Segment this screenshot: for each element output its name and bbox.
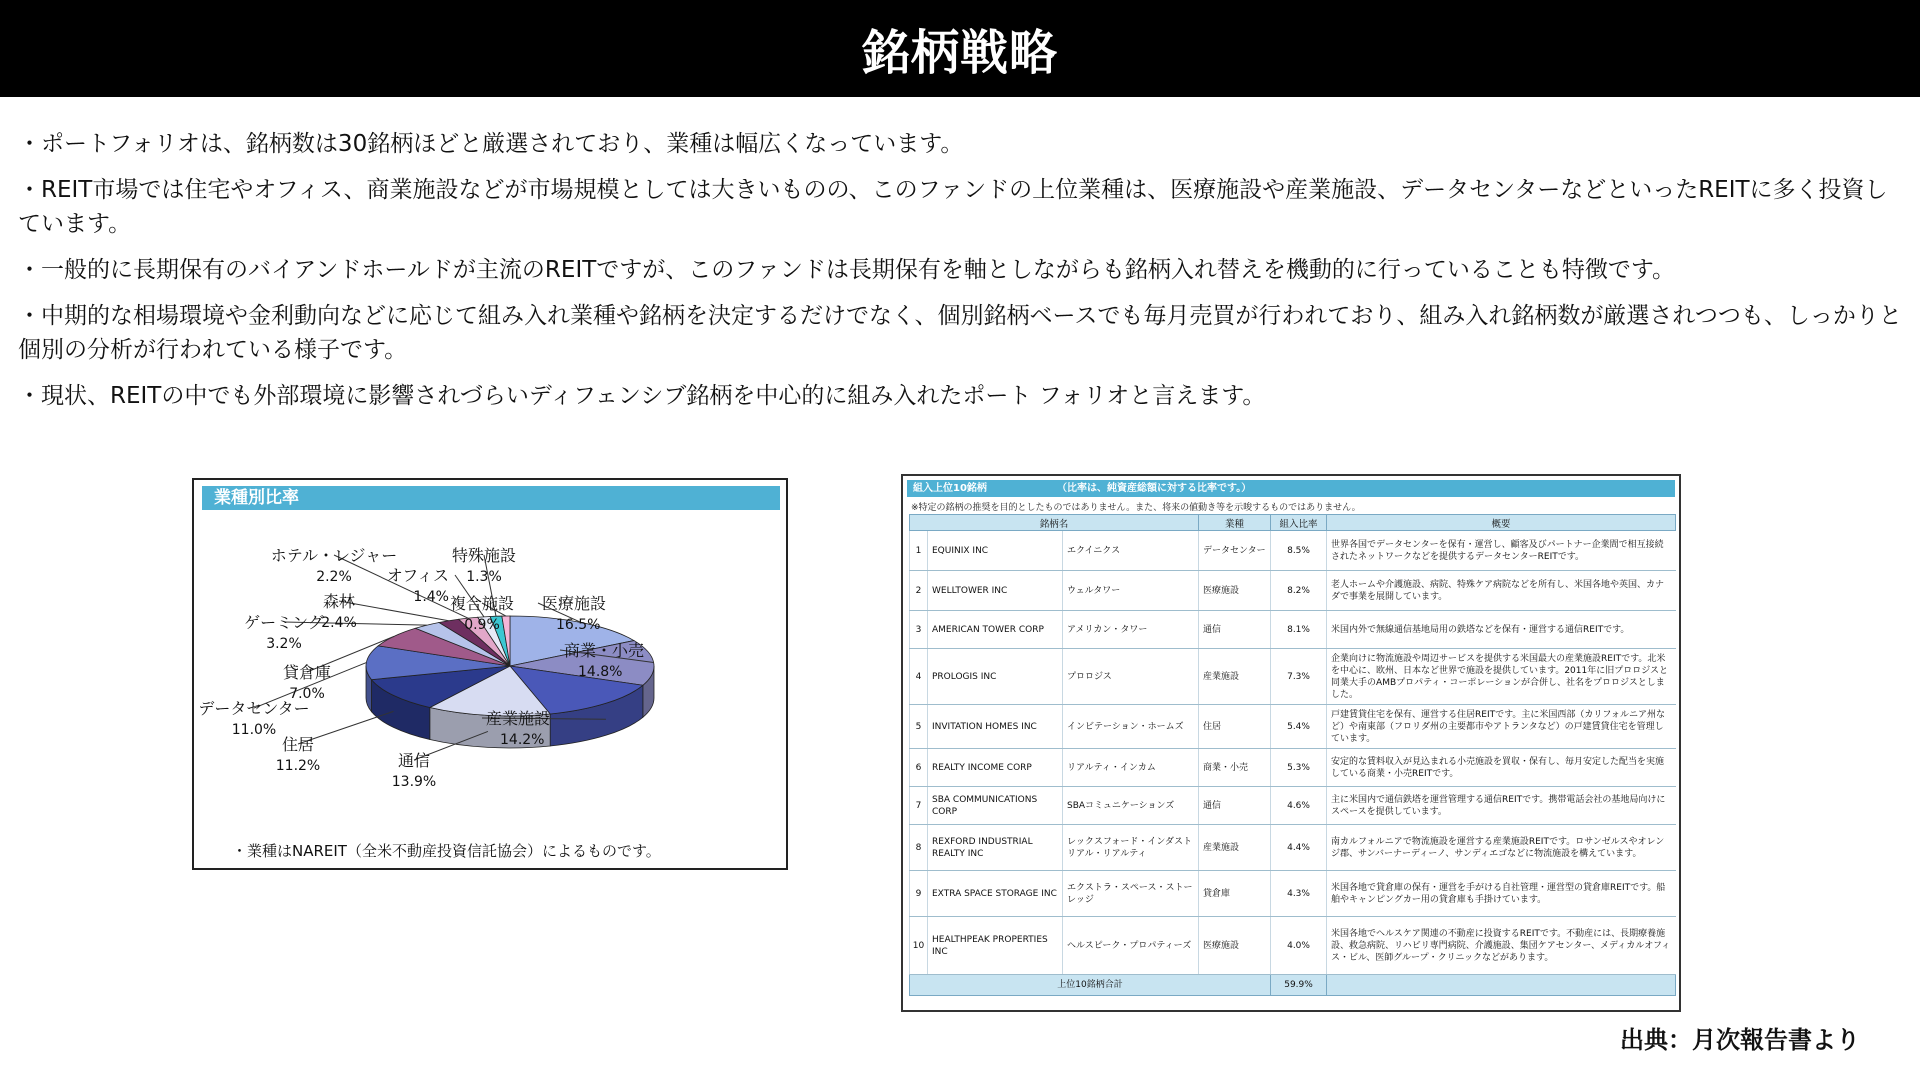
pie-slice-value: 2.4% <box>321 615 357 631</box>
pie-slice-value: 3.2% <box>266 636 302 652</box>
table-row <box>910 531 1676 571</box>
row-number: 7 <box>910 787 928 825</box>
pie-slice-value: 11.0% <box>231 722 277 738</box>
bullet-list <box>18 127 1908 425</box>
pie-slice-label: ゲーミング <box>244 613 324 632</box>
pie-slice-label: ホテル・レジャー <box>270 546 398 565</box>
stock-name-en: EXTRA SPACE STORAGE INC <box>928 871 1063 917</box>
pie-slice-label: 通信 <box>397 751 431 770</box>
summary-cell: 企業向けに物流施設や周辺サービスを提供する米国最大の産業施設REITです。北米を中心に、欧州、日本など世界で施設を提供しています。2011年に旧プロロジスと同業大手のAMBプロパティ・コーポレーションが合併し、社名をプロロジスとしました。 <box>1327 649 1676 705</box>
bullet-item: ・一般的に長期保有のバイアンドホールドが主流のREITですが、このファンドは長期保有を軸としながらも銘柄入れ替えを機動的に行っていることも特徴です。 <box>18 257 1675 283</box>
top-holdings-panel <box>901 474 1681 1012</box>
row-number: 1 <box>910 531 928 571</box>
pie-slice-value: 2.2% <box>316 569 352 585</box>
ratio-cell: 4.3% <box>1271 871 1327 917</box>
sector-chart-panel <box>192 478 788 870</box>
sector-cell: 通信 <box>1199 611 1271 649</box>
stock-name-ja: エクイニクス <box>1063 531 1199 571</box>
pie-slice-value: 11.2% <box>275 758 321 774</box>
column-header-ratio: 組入比率 <box>1271 515 1327 531</box>
row-number: 3 <box>910 611 928 649</box>
pie-slice-value: 1.4% <box>413 589 449 605</box>
sector-cell: 商業・小売 <box>1199 749 1271 787</box>
stock-name-ja: プロロジス <box>1063 649 1199 705</box>
table-row <box>910 871 1676 917</box>
chart-note: ・業種はNAREIT（全米不動産投資信託協会）によるものです。 <box>232 842 661 860</box>
table-row <box>910 649 1676 705</box>
summary-cell: 老人ホームや介護施設、病院、特殊ケア病院などを所有し、米国各地や英国、カナダで事業を展開しています。 <box>1327 571 1676 611</box>
table-row <box>910 611 1676 649</box>
holdings-header <box>907 480 1675 497</box>
pie-slice-label: 森林 <box>322 592 356 611</box>
table-row <box>910 787 1676 825</box>
stock-name-en: EQUINIX INC <box>928 531 1063 571</box>
row-number: 8 <box>910 825 928 871</box>
sector-cell: 医療施設 <box>1199 917 1271 975</box>
table-row <box>910 917 1676 975</box>
summary-cell: 戸建賃貸住宅を保有、運営する住居REITです。主に米国西部（カリフォルニア州など）や南東部（フロリダ州の主要都市やアトランタなど）の戸建賃貸住宅を管理しています。 <box>1327 705 1676 749</box>
ratio-cell: 4.0% <box>1271 917 1327 975</box>
ratio-cell: 4.6% <box>1271 787 1327 825</box>
stock-name-en: AMERICAN TOWER CORP <box>928 611 1063 649</box>
sector-cell: 住居 <box>1199 705 1271 749</box>
total-row <box>910 975 1676 996</box>
stock-name-ja: レックスフォード・インダストリアル・リアルティ <box>1063 825 1199 871</box>
table-row <box>910 749 1676 787</box>
sector-pie-chart <box>194 514 786 834</box>
stock-name-ja: SBAコミュニケーションズ <box>1063 787 1199 825</box>
sector-cell: 医療施設 <box>1199 571 1271 611</box>
pie-slice-value: 0.9% <box>464 617 500 633</box>
ratio-cell: 5.4% <box>1271 705 1327 749</box>
pie-slice-label: オフィス <box>386 566 449 585</box>
pie-slice-label: 医療施設 <box>542 594 607 613</box>
pie-slice-value: 1.3% <box>466 569 502 585</box>
stock-name-ja: リアルティ・インカム <box>1063 749 1199 787</box>
stock-name-ja: ヘルスピーク・プロパティーズ <box>1063 917 1199 975</box>
ratio-cell: 8.1% <box>1271 611 1327 649</box>
holdings-subtitle: （比率は、純資産総額に対する比率です。） <box>1057 483 1252 494</box>
sector-cell: 産業施設 <box>1199 825 1271 871</box>
table-row <box>910 571 1676 611</box>
summary-cell: 安定的な賃料収入が見込まれる小売施設を買収・保有し、毎月安定した配当を実施している商業・小売REITです。 <box>1327 749 1676 787</box>
summary-cell: 南カルフォルニアで物流施設を運営する産業施設REITです。ロサンゼルスやオレンジ郡、サンバーナーディーノ、サンディエゴなどに物流施設を構えています。 <box>1327 825 1676 871</box>
row-number: 10 <box>910 917 928 975</box>
pie-slice-label: 産業施設 <box>486 709 551 728</box>
summary-cell: 主に米国内で通信鉄塔を運営管理する通信REITです。携帯電話会社の基地局向けにスペースを提供しています。 <box>1327 787 1676 825</box>
column-header-sector: 業種 <box>1199 515 1271 531</box>
column-header-name: 銘柄名 <box>910 515 1199 531</box>
stock-name-en: REXFORD INDUSTRIAL REALTY INC <box>928 825 1063 871</box>
bullet-item: ・REIT市場では住宅やオフィス、商業施設などが市場規模としては大きいものの、このファンドの上位業種は、医療施設や産業施設、データセンターなどといったREITに多く投資しています。 <box>18 177 1888 237</box>
stock-name-ja: ウェルタワー <box>1063 571 1199 611</box>
pie-slice-value: 16.5% <box>556 617 601 633</box>
stock-name-ja: アメリカン・タワー <box>1063 611 1199 649</box>
holdings-title: 組入上位10銘柄 <box>913 483 987 494</box>
chart-title: 業種別比率 <box>202 486 780 510</box>
summary-cell: 米国各地で貸倉庫の保有・運営を手がける自社管理・運営型の貸倉庫REITです。船舶やキャンピングカー用の貸倉庫も手掛けています。 <box>1327 871 1676 917</box>
page-title: 銘柄戦略 <box>0 0 1920 97</box>
pie-slice-label: データセンター <box>198 699 310 718</box>
sector-cell: 通信 <box>1199 787 1271 825</box>
sector-cell: 産業施設 <box>1199 649 1271 705</box>
pie-slice-label: 複合施設 <box>449 594 515 613</box>
bullet-item: ・現状、REITの中でも外部環境に影響されづらいディフェンシブ銘柄を中心的に組み入れたポート フォリオと言えます。 <box>18 383 1266 409</box>
holdings-disclaimer: ※特定の銘柄の推奨を目的としたものではありません。また、将来の値動き等を示唆するものではありません。 <box>911 503 1361 513</box>
source-note: 出典：月次報告書より <box>1620 1026 1860 1054</box>
row-number: 9 <box>910 871 928 917</box>
ratio-cell: 5.3% <box>1271 749 1327 787</box>
table-row <box>910 825 1676 871</box>
pie-slice-value: 7.0% <box>289 686 325 702</box>
stock-name-en: PROLOGIS INC <box>928 649 1063 705</box>
total-label: 上位10銘柄合計 <box>910 975 1271 996</box>
row-number: 2 <box>910 571 928 611</box>
ratio-cell: 4.4% <box>1271 825 1327 871</box>
summary-cell: 世界各国でデータセンターを保有・運営し、顧客及びパートナー企業間で相互接続されたネットワークなどを提供するデータセンターREITです。 <box>1327 531 1676 571</box>
pie-slice-label: 特殊施設 <box>451 546 517 565</box>
stock-name-ja: エクストラ・スペース・ストーレッジ <box>1063 871 1199 917</box>
bullet-item: ・ポートフォリオは、銘柄数は30銘柄ほどと厳選されており、業種は幅広くなっています。 <box>18 131 964 157</box>
pie-slice-value: 13.9% <box>391 774 437 790</box>
sector-cell: 貸倉庫 <box>1199 871 1271 917</box>
row-number: 6 <box>910 749 928 787</box>
stock-name-en: SBA COMMUNICATIONS CORP <box>928 787 1063 825</box>
table-row <box>910 705 1676 749</box>
bullet-item: ・中期的な相場環境や金利動向などに応じて組み入れ業種や銘柄を決定するだけでなく、個別銘柄ベースでも毎月売買が行われており、組み入れ銘柄数が厳選されつつも、しっかりと個別の分析が行われている様子です。 <box>18 303 1902 363</box>
total-ratio: 59.9% <box>1271 975 1327 996</box>
stock-name-en: REALTY INCOME CORP <box>928 749 1063 787</box>
summary-cell: 米国各地でヘルスケア関連の不動産に投資するREITです。不動産には、長期療養施設、救急病院、リハビリ専門病院、介護施設、集団ケアセンター、メディカルオフィス・ビル、医師グループ・クリニックなどがあります。 <box>1327 917 1676 975</box>
row-number: 4 <box>910 649 928 705</box>
pie-slice-label: 貸倉庫 <box>282 663 332 682</box>
pie-slice-value: 14.2% <box>500 732 545 748</box>
summary-cell: 米国内外で無線通信基地局用の鉄塔などを保有・運営する通信REITです。 <box>1327 611 1676 649</box>
row-number: 5 <box>910 705 928 749</box>
stock-name-en: WELLTOWER INC <box>928 571 1063 611</box>
stock-name-ja: インビテーション・ホームズ <box>1063 705 1199 749</box>
sector-cell: データセンター <box>1199 531 1271 571</box>
holdings-table <box>909 514 1676 996</box>
column-header-summary: 概要 <box>1327 515 1676 531</box>
pie-slice-value: 14.8% <box>578 664 623 680</box>
ratio-cell: 7.3% <box>1271 649 1327 705</box>
pie-slice-label: 商業・小売 <box>564 641 645 660</box>
total-blank <box>1327 975 1676 996</box>
ratio-cell: 8.5% <box>1271 531 1327 571</box>
pie-slice-label: 住居 <box>281 735 315 754</box>
ratio-cell: 8.2% <box>1271 571 1327 611</box>
stock-name-en: INVITATION HOMES INC <box>928 705 1063 749</box>
table-header-row <box>910 515 1676 531</box>
stock-name-en: HEALTHPEAK PROPERTIES INC <box>928 917 1063 975</box>
